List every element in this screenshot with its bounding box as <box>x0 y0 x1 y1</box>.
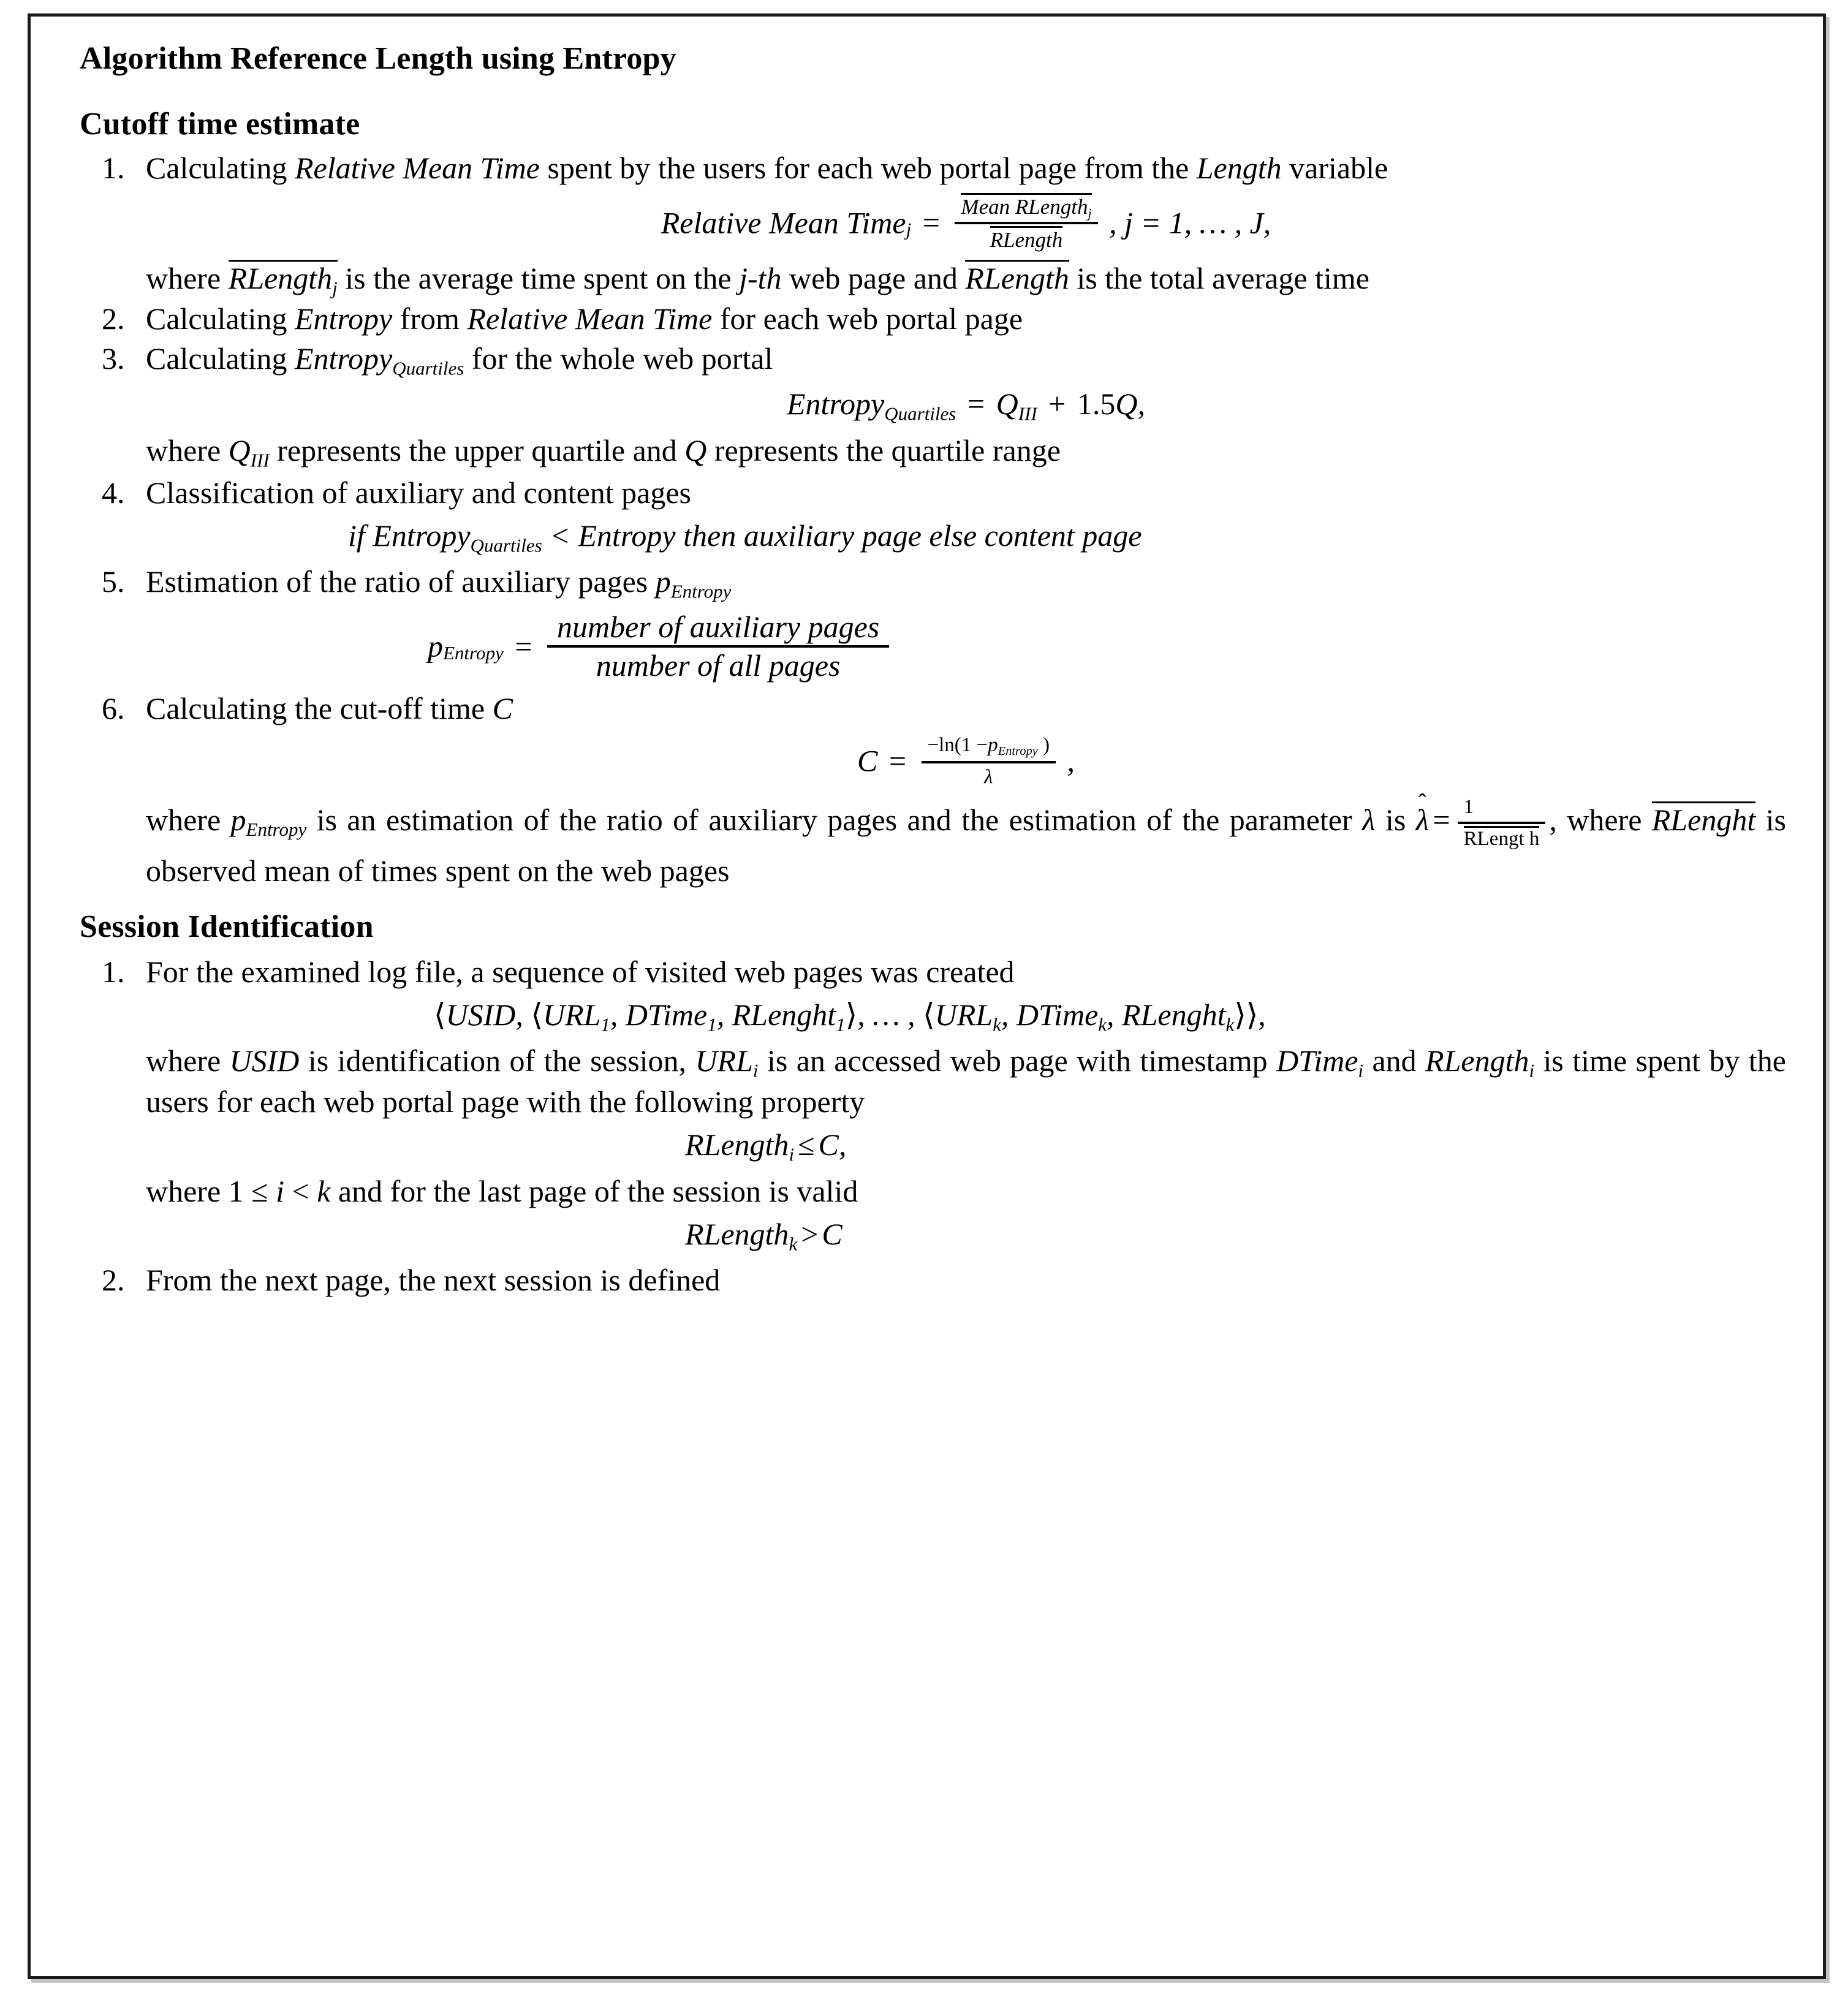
subscript: Quartiles <box>470 534 542 556</box>
algorithm-box <box>28 13 1826 1979</box>
list-item-number: 1. <box>102 954 125 989</box>
text-run: , where <box>1549 803 1652 838</box>
list-item-text <box>146 340 1786 380</box>
subscript: Entropy <box>670 580 732 602</box>
text-run: Calculating <box>146 301 295 336</box>
list-item <box>80 690 1786 890</box>
equation-lhs-subscript: j <box>906 218 912 240</box>
equation-lhs: C <box>857 743 878 778</box>
list-item <box>80 300 1786 338</box>
equation-tail: , j = 1, … , J, <box>1109 205 1271 240</box>
emphasis-run: USID <box>229 1043 300 1078</box>
text-run: Calculating <box>146 341 295 376</box>
note-paragraph <box>146 259 1786 298</box>
emphasis-run: j-th <box>739 260 782 295</box>
text-run: from <box>392 301 468 336</box>
plus-sign: + <box>1048 386 1066 421</box>
text-run: where 1 <box>146 1174 252 1209</box>
emphasis-run: λ <box>1362 803 1376 838</box>
list-item-number: 1. <box>102 150 125 185</box>
text-run: and for the last page of the session is valid <box>330 1174 858 1209</box>
list-item-number: 4. <box>102 475 125 510</box>
fraction-denominator: λ <box>984 765 993 788</box>
subscript: k <box>993 1013 1001 1035</box>
text-run: Estimation of the ratio of auxiliary pages <box>146 564 656 599</box>
text-run: , <box>1107 997 1123 1032</box>
text-run: , <box>1001 997 1017 1032</box>
text-run: p <box>988 734 998 757</box>
fraction-denominator <box>955 224 1097 252</box>
list-item <box>80 953 1786 1255</box>
text-run: USID <box>445 997 516 1032</box>
text-run: DTime <box>625 997 708 1032</box>
fraction <box>547 609 889 684</box>
equals-sign: = <box>967 386 985 421</box>
emphasis-run: p <box>655 564 671 599</box>
subscript: Quartiles <box>392 357 464 379</box>
list-item-text: For the examined log file, a sequence of visited web pages was created <box>146 954 1015 989</box>
text-run: Calculating the cut-off time <box>146 691 493 726</box>
list-item <box>80 563 1786 684</box>
list-item-text <box>146 150 1786 187</box>
text-run: where <box>146 260 229 295</box>
overline-group: RLength <box>965 260 1069 295</box>
text-run: 1.5 <box>1077 386 1116 421</box>
subscript: 1 <box>707 1013 717 1035</box>
text-run: and <box>1363 1043 1426 1078</box>
emphasis-run: RLength <box>1425 1043 1529 1078</box>
equation-p-entropy <box>146 609 1786 684</box>
fraction-numerator <box>922 733 1056 763</box>
text-run: if Entropy <box>348 518 471 553</box>
subscript: III <box>250 449 270 471</box>
text-run: , <box>515 997 531 1032</box>
text-run: Calculating <box>146 150 295 185</box>
text-run: ⟩ <box>1234 997 1246 1032</box>
equation-cutoff-time <box>146 733 1786 789</box>
equation-session-sequence <box>146 997 1786 1036</box>
equals-sign: = <box>1433 803 1450 838</box>
emphasis-run: C <box>492 691 513 726</box>
text-run: where <box>146 1043 230 1078</box>
lambda-hat: ˆ λ <box>1416 800 1430 839</box>
list-item-text: From the next page, the next session is defined <box>146 1262 721 1297</box>
text-run: Mean RLength <box>961 194 1088 219</box>
equals-sign: = <box>515 629 532 664</box>
section-heading-session: Session Identification <box>80 909 374 945</box>
text-run: ⟨ <box>531 997 543 1032</box>
comparison-operator: ≤ <box>798 1127 815 1162</box>
fraction-numerator <box>955 193 1097 225</box>
emphasis-run: Length <box>1196 150 1282 185</box>
subscript: i <box>789 1143 795 1165</box>
cutoff-step-list <box>80 150 1786 890</box>
text-run: where <box>146 803 231 838</box>
subscript: i <box>1529 1059 1535 1081</box>
equation-lhs: Relative Mean Time <box>661 205 906 240</box>
text-run: is observed mean of times spent on the web pages <box>146 803 1786 888</box>
subscript: k <box>789 1233 798 1255</box>
list-item-text <box>146 300 1786 338</box>
equals-sign: = <box>922 205 940 240</box>
equation-classification-rule <box>146 518 1786 557</box>
subscript: j <box>1088 206 1092 221</box>
text-run: ⟨ <box>923 997 935 1032</box>
text-run: web page and <box>781 260 966 295</box>
equation-tail: , <box>838 1127 847 1162</box>
text-run: , <box>716 997 732 1032</box>
text-run: for the whole web portal <box>464 341 773 376</box>
overline-group <box>229 260 338 298</box>
text-run: spent by the users for each web portal page from the <box>539 150 1197 185</box>
subscript: 1 <box>836 1013 846 1035</box>
note-paragraph <box>146 431 1786 472</box>
equation-lhs: p <box>428 629 443 664</box>
subscript: k <box>1098 1013 1107 1035</box>
text-run: is the total average time <box>1069 260 1369 295</box>
equals-sign: = <box>888 743 907 778</box>
equation-lhs-subscript: Entropy <box>443 642 504 664</box>
list-item <box>80 1262 1786 1299</box>
text-run: ⟩, <box>1246 997 1266 1032</box>
emphasis-run: Entropy <box>295 301 393 336</box>
text-run: ⟨ <box>434 997 446 1032</box>
text-run: Q <box>1115 386 1138 421</box>
subscript: Entropy <box>998 744 1038 759</box>
text-run: , <box>610 997 626 1032</box>
text-run: represents the quartile range <box>706 433 1061 468</box>
text-run: is an estimation of the ratio of auxiliary pages and the estimation of the parameter <box>306 803 1362 838</box>
text-run: is an accessed web page with timestamp <box>758 1043 1277 1078</box>
note-paragraph-2 <box>146 1172 1786 1210</box>
list-item-number: 5. <box>102 564 125 599</box>
subscript: 1 <box>600 1013 610 1035</box>
text-run: RLength <box>228 260 333 295</box>
equation-lhs: RLength <box>685 1217 789 1252</box>
subscript: III <box>1018 402 1037 424</box>
fraction-denominator: RLengt h <box>1464 826 1540 850</box>
emphasis-run: Relative Mean Time <box>467 301 713 336</box>
text-run: RLenght <box>732 997 836 1032</box>
equation-lhs: RLength <box>685 1127 789 1162</box>
algorithm-body <box>31 17 1823 1976</box>
equation-rhs: C <box>818 1127 839 1162</box>
note-paragraph <box>146 1042 1786 1121</box>
comparison-operator: > <box>801 1217 819 1252</box>
comparison-operator: ≤ <box>251 1174 268 1209</box>
algorithm-title: Algorithm Reference Length using Entropy <box>80 41 676 76</box>
text-run: is identification of the session, <box>299 1043 695 1078</box>
subscript: i <box>1358 1059 1364 1081</box>
fraction-numerator: number of auxiliary pages <box>547 609 889 648</box>
section-heading-cutoff: Cutoff time estimate <box>80 107 360 142</box>
equation-lhs: Entropy <box>787 386 885 421</box>
note-paragraph <box>146 795 1786 890</box>
session-step-list <box>80 953 1786 1299</box>
overline-group: RLenght <box>1651 803 1756 838</box>
equation-tail: , <box>1137 386 1145 421</box>
emphasis-run: Relative Mean Time <box>295 150 540 185</box>
text-run: URL <box>542 997 601 1032</box>
text-run: variable <box>1281 150 1388 185</box>
emphasis-run: k <box>317 1174 331 1209</box>
emphasis-run: Q <box>228 433 251 468</box>
list-item-number: 3. <box>102 341 125 376</box>
emphasis-run: p <box>230 803 246 838</box>
fraction <box>922 733 1056 789</box>
equation-rlength-le-c <box>146 1127 1786 1166</box>
text-run: < <box>284 1174 317 1209</box>
equation-rlength-gt-c <box>146 1216 1786 1255</box>
text-run: RLenght <box>1122 997 1226 1032</box>
emphasis-run: Entropy <box>295 341 393 376</box>
text-run: ⟩ <box>845 997 858 1032</box>
fraction-denominator: number of all pages <box>596 648 841 683</box>
list-item <box>80 474 1786 557</box>
list-item-number: 2. <box>102 301 125 336</box>
fraction-numerator: 1 <box>1458 795 1546 824</box>
text-run: < Entropy then auxiliary page else content page <box>542 518 1142 553</box>
text-run: −ln(1 − <box>927 734 988 757</box>
equation-tail: , <box>1067 743 1075 778</box>
text-run: where <box>146 433 229 468</box>
text-run: is the average time spent on the <box>337 260 740 295</box>
text-run: DTime <box>1016 997 1099 1032</box>
emphasis-run: URL <box>695 1043 753 1078</box>
list-item-text <box>146 690 1786 727</box>
emphasis-run: i <box>276 1174 285 1209</box>
list-item-number: 6. <box>102 691 125 726</box>
list-item <box>80 340 1786 472</box>
list-item <box>80 150 1786 298</box>
fraction <box>1458 795 1546 852</box>
subscript: k <box>1225 1013 1235 1035</box>
text-run: ) <box>1037 734 1050 757</box>
text-run: is time spent by the users for each web portal page with the following property <box>146 1043 1786 1119</box>
text-run: URL <box>934 997 993 1032</box>
equation-entropy-quartiles <box>146 386 1786 425</box>
subscript: Entropy <box>246 819 307 841</box>
subscript: i <box>752 1059 759 1081</box>
fraction <box>955 193 1097 253</box>
text-run: represents the upper quartile and <box>269 433 685 468</box>
equation-relative-mean-time <box>146 193 1786 253</box>
text-run <box>268 1174 276 1208</box>
text-run: RLength <box>990 226 1063 251</box>
text-run: is <box>1375 803 1416 838</box>
subscript: j <box>332 276 338 298</box>
text-run: Q <box>996 386 1018 421</box>
list-item-number: 2. <box>102 1262 125 1297</box>
emphasis-run: DTime <box>1276 1043 1358 1078</box>
equation-rhs: C <box>822 1217 843 1252</box>
text-run: , … , <box>857 997 923 1032</box>
list-item-text: Classification of auxiliary and content pages <box>146 475 692 510</box>
emphasis-run: Q <box>684 433 707 468</box>
list-item-text <box>146 563 1786 603</box>
text-run: for each web portal page <box>712 301 1023 336</box>
equation-lhs-subscript: Quartiles <box>884 402 956 424</box>
